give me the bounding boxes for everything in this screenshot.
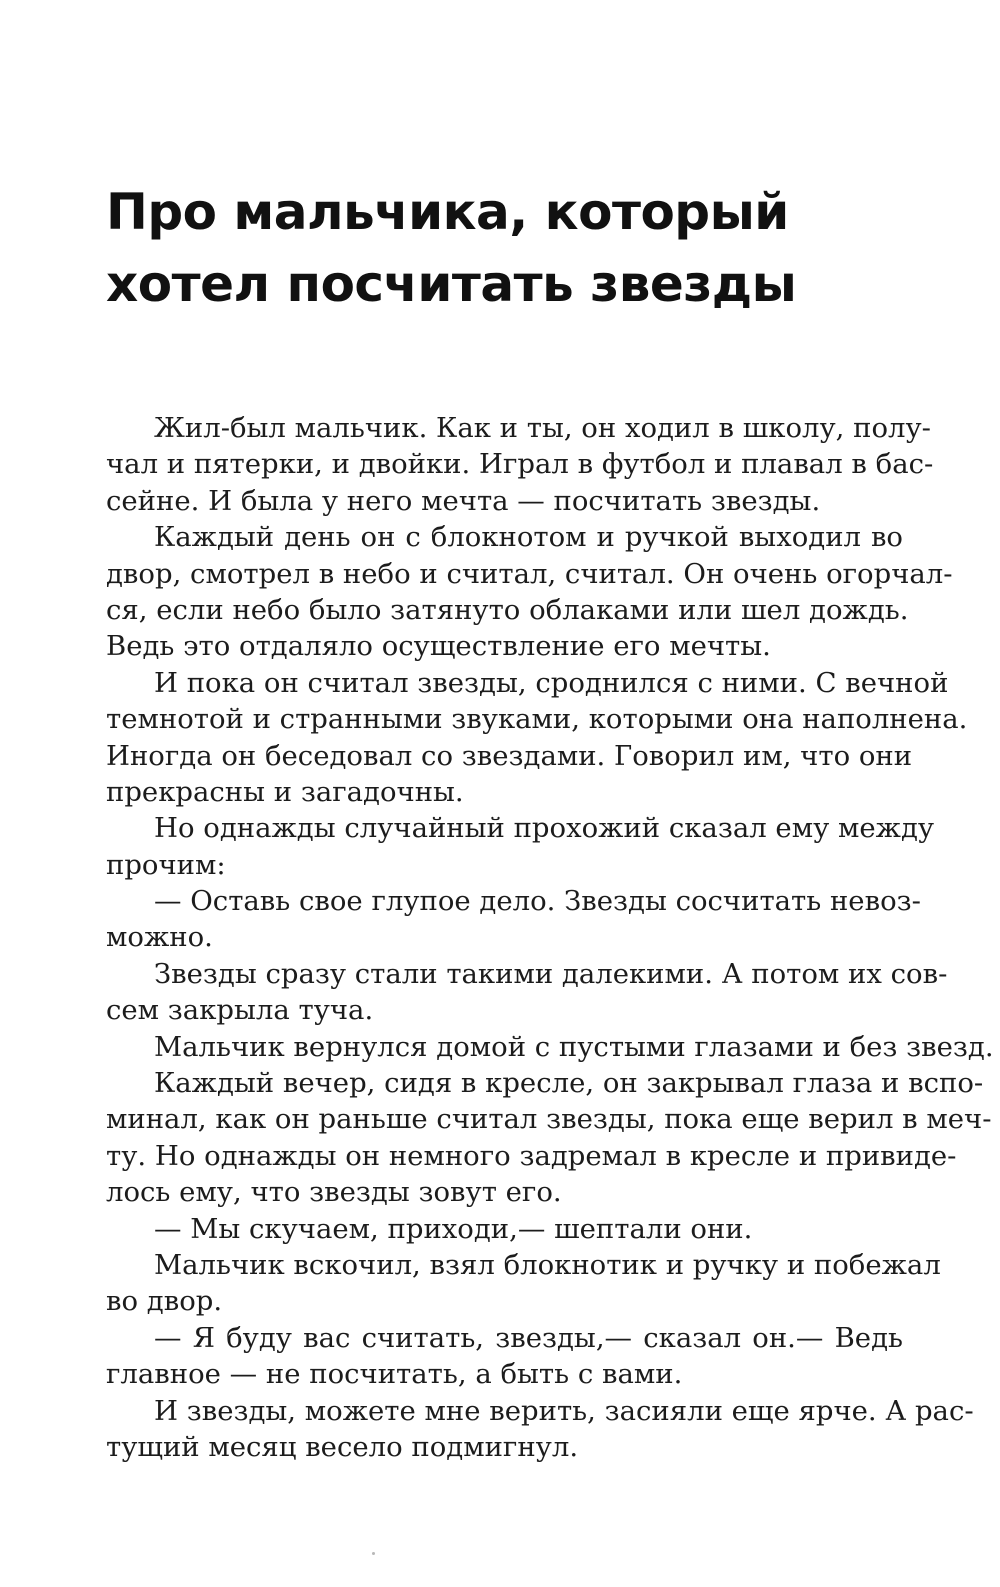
text-line: И звезды, можете мне верить, засияли еще ярче. А рас- xyxy=(154,1394,974,1427)
text-line: сем закрыла туча. xyxy=(106,994,374,1027)
title-line-1: Про мальчика, который xyxy=(106,183,789,241)
title-line-2: хотел посчитать звезды xyxy=(106,255,797,313)
text-line: сейне. И была у него мечта — посчитать звезды. xyxy=(106,484,821,517)
text-line: прекрасны и загадочны. xyxy=(106,775,464,808)
story-body xyxy=(106,410,994,1465)
text-line: лось ему, что звезды зовут его. xyxy=(106,1176,562,1209)
text-line: во двор. xyxy=(106,1285,223,1318)
text-line: тущий месяц весело подмигнул. xyxy=(106,1430,579,1463)
text-line: Звезды сразу стали такими далекими. А потом их сов- xyxy=(154,957,948,990)
text-line: чал и пятерки, и двойки. Играл в футбол и плавал в бас- xyxy=(106,448,934,481)
text-line: И пока он считал звезды, сроднился с ними. С вечной xyxy=(154,666,949,699)
text-line: Иногда он беседовал со звездами. Говорил им, что они xyxy=(106,739,913,772)
text-line: Ведь это отдаляло осуществление его мечты. xyxy=(106,630,771,663)
text-line: темнотой и странными звуками, которыми она наполнена. xyxy=(106,703,968,736)
text-line: минал, как он раньше считал звезды, пока еще верил в меч- xyxy=(106,1103,992,1136)
text-line: — Мы скучаем, приходи,— шептали они. xyxy=(154,1212,753,1245)
text-line: ту. Но однажды он немного задремал в кресле и привиде- xyxy=(106,1139,957,1172)
text-line: Мальчик вскочил, взял блокнотик и ручку и побежал xyxy=(154,1248,941,1281)
text-line: Каждый вечер, сидя в кресле, он закрывал глаза и вспо- xyxy=(154,1067,984,1100)
text-line: главное — не посчитать, а быть с вами. xyxy=(106,1358,683,1391)
text-line: Но однажды случайный прохожий сказал ему между xyxy=(154,812,935,845)
text-line: двор, смотрел в небо и считал, считал. Он очень огорчал- xyxy=(106,557,953,590)
text-line: — Оставь свое глупое дело. Звезды сосчитать невоз- xyxy=(154,885,921,918)
text-line: Каждый день он с блокнотом и ручкой выходил во xyxy=(154,521,903,554)
text-line: Мальчик вернулся домой с пустыми глазами и без звезд. xyxy=(154,1030,994,1063)
text-line: прочим: xyxy=(106,848,226,881)
text-line: можно. xyxy=(106,921,213,954)
print-speck xyxy=(372,1552,375,1555)
story-title xyxy=(106,176,906,320)
text-line: — Я буду вас считать, звезды,— сказал он.— Ведь xyxy=(154,1321,903,1354)
text-line: Жил-был мальчик. Как и ты, он ходил в школу, полу- xyxy=(154,412,931,444)
text-line: ся, если небо было затянуто облаками или шел дождь. xyxy=(106,593,909,626)
